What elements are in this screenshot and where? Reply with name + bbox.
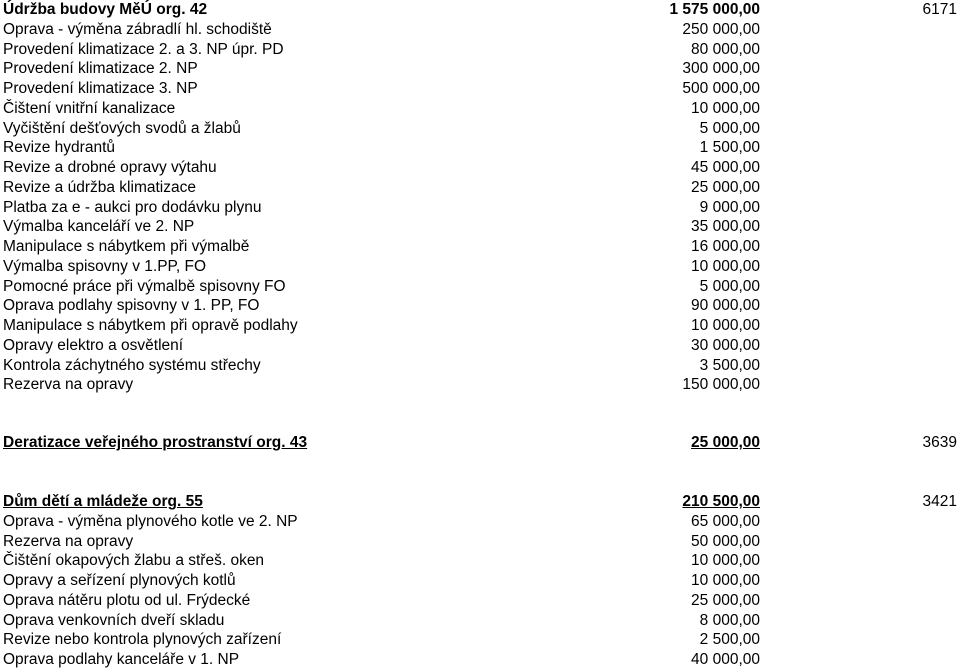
item-label: Revize nebo kontrola plynových zařízení (3, 631, 282, 648)
item-label: Provedení klimatizace 2. a 3. NP úpr. PD (3, 41, 284, 58)
item-amount: 10 000,00 (691, 552, 760, 569)
item-amount: 50 000,00 (691, 533, 760, 550)
item-amount: 250 000,00 (682, 21, 760, 38)
item-amount: 65 000,00 (691, 513, 760, 530)
section-header (0, 433, 960, 453)
item-label: Výmalba kanceláří ve 2. NP (3, 218, 195, 235)
item-amount: 1 500,00 (699, 139, 760, 156)
item-amount: 80 000,00 (691, 41, 760, 58)
item-amount: 5 000,00 (699, 278, 760, 295)
list-item (0, 591, 960, 611)
item-label: Pomocné práce při výmalbě spisovny FO (3, 278, 286, 295)
item-label: Rezerva na opravy (3, 376, 134, 393)
list-item (0, 571, 960, 591)
item-label: Platba za e - aukci pro dodávku plynu (3, 199, 262, 216)
item-label: Čištení vnitřní kanalizace (3, 100, 176, 117)
section-code: 3421 (922, 493, 957, 510)
item-amount: 3 500,00 (699, 357, 760, 374)
section-title: Deratizace veřejného prostranství org. 43 (3, 434, 308, 451)
item-amount: 10 000,00 (691, 258, 760, 275)
item-amount: 25 000,00 (691, 592, 760, 609)
item-label: Provedení klimatizace 2. NP (3, 60, 198, 77)
item-label: Rezerva na opravy (3, 533, 134, 550)
list-item (0, 316, 960, 336)
item-label: Vyčištění dešťových svodů a žlabů (3, 120, 241, 137)
section-code: 3639 (922, 434, 957, 451)
item-label: Oprava podlahy kanceláře v 1. NP (3, 651, 240, 668)
item-amount: 90 000,00 (691, 297, 760, 314)
item-label: Kontrola záchytného systému střechy (3, 357, 261, 374)
list-item (0, 650, 960, 670)
item-amount: 5 000,00 (699, 120, 760, 137)
item-label: Oprava - výměna plynového kotle ve 2. NP (3, 513, 298, 530)
list-item (0, 237, 960, 257)
item-label: Opravy a seřízení plynových kotlů (3, 572, 236, 589)
item-amount: 8 000,00 (699, 612, 760, 629)
item-amount: 10 000,00 (691, 317, 760, 334)
list-item (0, 551, 960, 571)
item-amount: 10 000,00 (691, 572, 760, 589)
section-total: 25 000,00 (691, 434, 760, 451)
item-amount: 500 000,00 (682, 80, 760, 97)
item-amount: 10 000,00 (691, 100, 760, 117)
section-code: 6171 (922, 1, 957, 18)
section-header (0, 0, 960, 20)
list-item (0, 198, 960, 218)
item-label: Oprava nátěru plotu od ul. Frýdecké (3, 592, 251, 609)
list-item (0, 158, 960, 178)
section-total: 1 575 000,00 (669, 1, 760, 18)
item-amount: 2 500,00 (699, 631, 760, 648)
list-item (0, 217, 960, 237)
item-amount: 30 000,00 (691, 337, 760, 354)
list-item (0, 277, 960, 297)
item-label: Revize a drobné opravy výtahu (3, 159, 217, 176)
section-header (0, 492, 960, 512)
list-item (0, 611, 960, 631)
list-item (0, 257, 960, 277)
list-item (0, 99, 960, 119)
list-item (0, 336, 960, 356)
item-label: Oprava - výměna zábradlí hl. schodiště (3, 21, 272, 38)
list-item (0, 119, 960, 139)
item-amount: 150 000,00 (682, 376, 760, 393)
item-label: Oprava venkovních dveří skladu (3, 612, 225, 629)
item-amount: 16 000,00 (691, 238, 760, 255)
item-amount: 25 000,00 (691, 179, 760, 196)
section-title: Dům dětí a mládeže org. 55 (3, 493, 203, 510)
item-label: Opravy elektro a osvětlení (3, 337, 184, 354)
item-label: Manipulace s nábytkem při výmalbě (3, 238, 250, 255)
item-label: Provedení klimatizace 3. NP (3, 80, 198, 97)
item-amount: 9 000,00 (699, 199, 760, 216)
item-amount: 45 000,00 (691, 159, 760, 176)
item-label: Revize hydrantů (3, 139, 116, 156)
section-title: Údržba budovy MěÚ org. 42 (3, 1, 208, 18)
list-item (0, 630, 960, 650)
list-item (0, 178, 960, 198)
list-item (0, 375, 960, 395)
section-total: 210 500,00 (682, 493, 760, 510)
item-amount: 35 000,00 (691, 218, 760, 235)
item-label: Revize a údržba klimatizace (3, 179, 196, 196)
item-label: Manipulace s nábytkem při opravě podlahy (3, 317, 298, 334)
list-item (0, 532, 960, 552)
list-item (0, 40, 960, 60)
item-amount: 300 000,00 (682, 60, 760, 77)
list-item (0, 296, 960, 316)
list-item (0, 356, 960, 376)
item-label: Oprava podlahy spisovny v 1. PP, FO (3, 297, 260, 314)
item-amount: 40 000,00 (691, 651, 760, 668)
list-item (0, 138, 960, 158)
list-item (0, 512, 960, 532)
item-label: Čištění okapových žlabu a střeš. oken (3, 552, 265, 569)
list-item (0, 20, 960, 40)
list-item (0, 59, 960, 79)
item-label: Výmalba spisovny v 1.PP, FO (3, 258, 207, 275)
list-item (0, 79, 960, 99)
